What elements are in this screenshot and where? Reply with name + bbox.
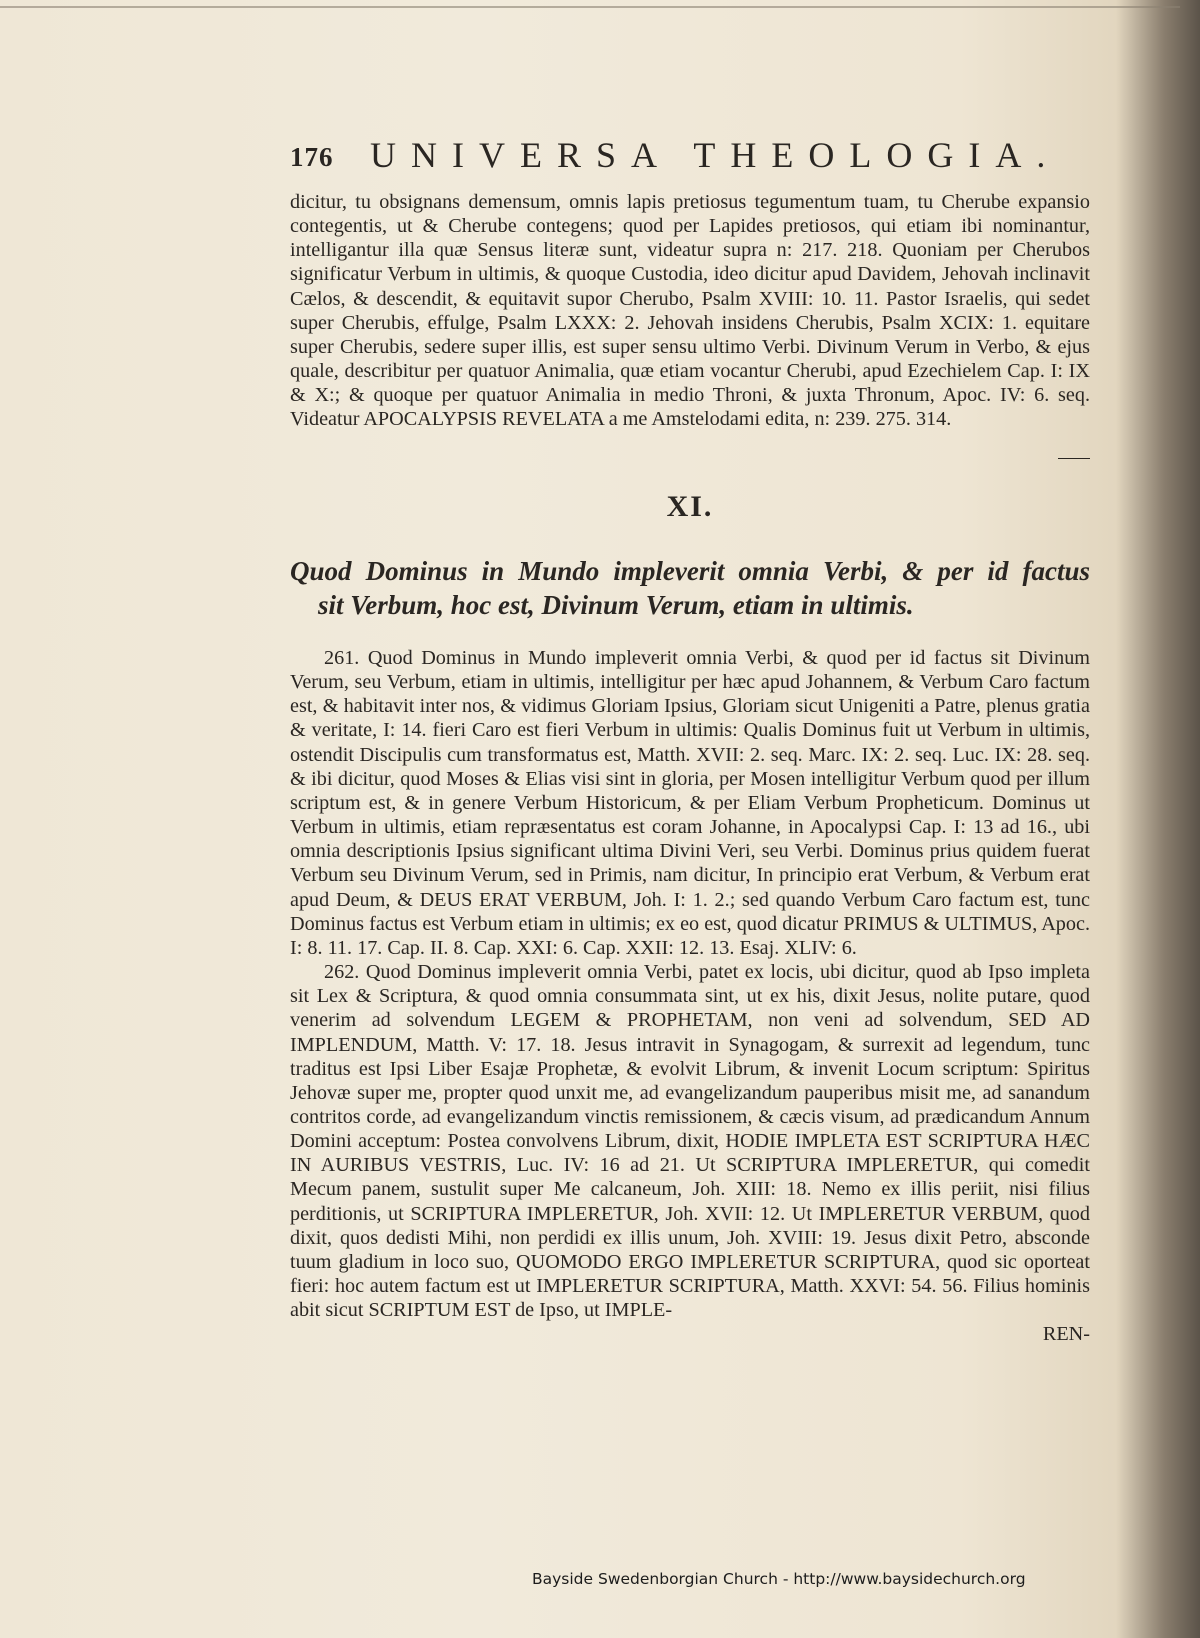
continuation-paragraph: dicitur, tu obsignans demensum, omnis lapis pretiosus tegumentum tuam, tu Cherube expansio contegentis, ut & Cherube contegens; quod per Lapides pretiosos, qui etiam ibi nominantur, intelligantur illa quæ Sensus literæ sunt, videatur supra n: 217. 218. Quoniam per Cherubos significatur Verbum in ultimis, & quoque Custodia, ideo dicitur apud Davidem, Jehovah inclinavit Cælos, & descendit, & equitavit supor Cherubo, Psalm XVIII: 10. 11. Pastor Israelis, qui sedet super Cherubis, effulge, Psalm LXXX: 2. Jehovah insidens Cherubis, Psalm XCIX: 1. equitare super Cherubis, sedere super illis, est super sensu ultimo Verbi. Divinum Verum in Verbo, & ejus quale, describitur per quatuor Animalia, quæ etiam vocantur Cherubi, apud Ezechielem Cap. I: IX & X:; & quoque per quatuor Animalia in medio Throni, & juxta Thronum, Apoc. IV: 6. seq. Videatur APOCALYPSIS REVELATA a me Amstelodami edita, n: 239. 275. 314.: [290, 191, 1090, 431]
continuation-text-block: [290, 190, 1090, 432]
paragraph-262: 262. Quod Dominus impleverit omnia Verbi, patet ex locis, ubi dicitur, quod ab Ipso impleta sit Lex & Scriptura, & quod omnia consummata sint, ut ex his, dixit Jesus, nolite putare, quod venerim ad solvendum LEGEM & PROPHETAM, non veni ad solvendum, SED AD IMPLENDUM, Matth. V: 17. 18. Jesus intravit in Synagogam, & surrexit ad legendum, tunc traditus est Ipsi Liber Esajæ Prophetæ, & evolvit Librum, & invenit Locum scriptum: Spiritus Jehovæ super me, propter quod unxit me, ad evangelizandum pauperibus misit me, ad sanandum contritos corde, ad evangelizandum vinctis remissionem, & cæcis visum, ad prædicandum Annum Domini acceptum: Postea convolvens Librum, dixit, HODIE IMPLETA EST SCRIPTURA HÆC IN AURIBUS VESTRIS, Luc. IV: 16 ad 21. Ut SCRIPTURA IMPLERETUR, qui comedit Mecum panem, sustulit super Me calcaneum, Joh. XIII: 18. Nemo ex illis periit, nisi filius perditionis, ut SCRIPTURA IMPLERETUR, Joh. XVII: 12. Ut IMPLERETUR VERBUM, quod dixit, quos dedisti Mihi, non perdidi ex illis unum, Joh. XVIII: 19. Jesus dixit Petro, absconde tuum gladium in loco suo, QUOMODO ERGO IMPLERETUR SCRIPTURA, quod sic oporteat fieri: hoc autem factum est ut IMPLERETUR SCRIPTURA, Matth. XXVI: 54. 56. Filius hominis abit sicut SCRIPTUM EST de Ipso, ut IMPLE-: [290, 961, 1090, 1322]
section-number: XI.: [666, 490, 714, 523]
section-heading: [290, 554, 1090, 622]
paragraph-261: 261. Quod Dominus in Mundo impleverit omnia Verbi, & quod per id factus sit Divinum Verum, seu Verbum, etiam in ultimis, intelligitur per hæc apud Johannem, & Verbum Caro factum est, & habitavit inter nos, & vidimus Gloriam Ipsius, Gloriam sicut Unigeniti a Patre, plenus gratia & veritate, I: 14. fieri Caro est fieri Verbum in ultimis: Qualis Dominus fuit ut Verbum in ultimis, ostendit Discipulis cum transformatus est, Matth. XVII: 2. seq. Marc. IX: 2. seq. Luc. IX: 28. seq. & ibi dicitur, quod Moses & Elias visi sint in gloria, per Mosen intelligitur Verbum quod per illum scriptum est, & in genere Verbum Historicum, & per Eliam Verbum Propheticum. Dominus ut Verbum in ultimis, etiam repræsentatus est coram Johanne, in Apocalypsi Cap. I: 13 ad 16., ubi omnia descriptionis Ipsius significant ultima Divini Veri, seu Verbi. Dominus prius quidem fuerat Verbum seu Divinum Verum, sed in Primis, nam dicitur, In principio erat Verbum, & Verbum erat apud Deum, & DEUS ERAT VERBUM, Joh. I: 1. 2.; sed quando Verbum Caro factum est, tunc Dominus factus est Verbum etiam in ultimis; ex eo est, quod dicatur PRIMUS & ULTIMUS, Apoc. I: 8. 11. 17. Cap. II. 8. Cap. XXI: 6. Cap. XXII: 12. 13. Esaj. XLIV: 6.: [290, 647, 1090, 959]
numbered-paragraphs: [290, 646, 1090, 1347]
section-heading-line-2: sit Verbum, hoc est, Divinum Verum, etiam in ultimis.: [318, 590, 914, 620]
running-title: UNIVERSA THEOLOGIA.: [370, 135, 1061, 175]
footer-credit: Bayside Swedenborgian Church - http://www.baysidechurch.org: [532, 1570, 1026, 1588]
catchword: REN-: [1042, 1323, 1090, 1346]
page-top-edge: [0, 6, 1180, 8]
end-of-section-rule: [1058, 458, 1090, 459]
section-heading-line-1: Quod Dominus in Mundo impleverit omnia Verbi, & per id factus: [290, 556, 1090, 586]
page-header: [290, 134, 1090, 184]
page-number: 176: [290, 142, 334, 172]
